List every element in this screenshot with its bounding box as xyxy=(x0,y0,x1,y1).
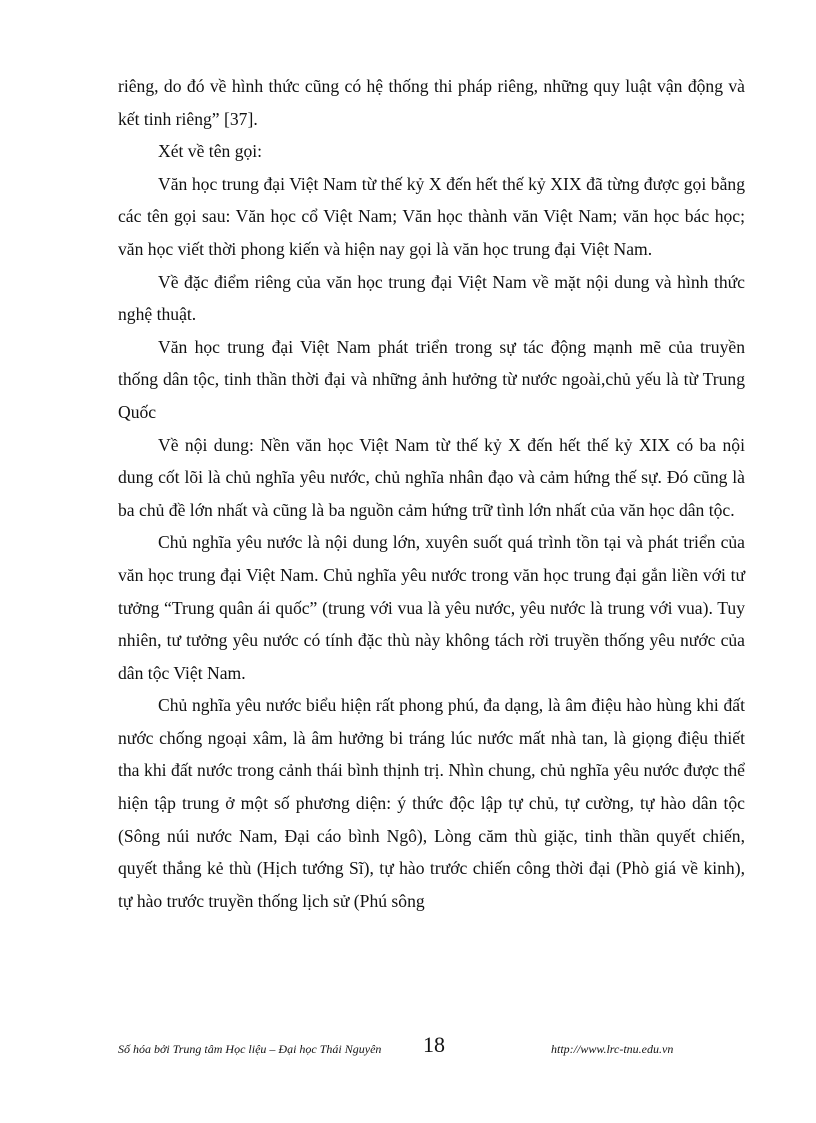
footer-url: http://www.lrc-tnu.edu.vn xyxy=(551,1042,674,1056)
paragraph: Về nội dung: Nền văn học Việt Nam từ thế kỷ X đến hết thế kỷ XIX có ba nội dung cốt lõi là chủ nghĩa yêu nước, chủ nghĩa nhân đạo và cảm hứng thế sự. Đó cũng là ba chủ đề lớn nhất và cũng là ba nguồn cảm hứng trữ tình lớn nhất của văn học dân tộc. xyxy=(118,434,745,520)
paragraph: Văn học trung đại Việt Nam phát triển trong sự tác động mạnh mẽ của truyền thống dân tộc, tinh thần thời đại và những ảnh hưởng từ nước ngoài,chủ yếu là từ Trung Quốc xyxy=(118,336,745,422)
page-number: 18 xyxy=(423,1032,445,1057)
paragraph: Xét về tên gọi: xyxy=(158,141,263,162)
paragraph: riêng, do đó về hình thức cũng có hệ thống thi pháp riêng, những quy luật vận động và kết tinh riêng” [37]. xyxy=(118,76,745,129)
page-footer xyxy=(118,1032,708,1062)
paragraph: Về đặc điểm riêng của văn học trung đại Việt Nam về mặt nội dung và hình thức nghệ thuật. xyxy=(118,271,745,325)
footer-source-credit: Số hóa bởi Trung tâm Học liệu – Đại học Thái Nguyên xyxy=(118,1042,382,1056)
body-text xyxy=(118,70,745,917)
paragraph: Chủ nghĩa yêu nước biểu hiện rất phong phú, đa dạng, là âm điệu hào hùng khi đất nước chống ngoại xâm, là âm hưởng bi tráng lúc nước mất nhà tan, là giọng điệu thiết tha khi đất nước trong cảnh thái bình thịnh trị. Nhìn chung, chủ nghĩa yêu nước được thể hiện tập trung ở một số phương diện: ý thức độc lập tự chủ, tự cường, tự hào dân tộc (Sông núi nước Nam, Đại cáo bình Ngô), Lòng căm thù giặc, tinh thần quyết chiến, quyết thắng kẻ thù (Hịch tướng Sĩ), tự hào trước chiến công thời đại (Phò giá về kinh), tự hào trước truyền thống lịch sử (Phú sông xyxy=(118,695,745,911)
paragraph: Chủ nghĩa yêu nước là nội dung lớn, xuyên suốt quá trình tồn tại và phát triển của văn học trung đại Việt Nam. Chủ nghĩa yêu nước trong văn học trung đại gắn liền với tư tưởng “Trung quân ái quốc” (trung với vua là yêu nước, yêu nước là trung với vua). Tuy nhiên, tư tưởng yêu nước có tính đặc thù này không tách rời truyền thống yêu nước của dân tộc Việt Nam. xyxy=(118,532,745,683)
paragraph: Văn học trung đại Việt Nam từ thế kỷ X đến hết thế kỷ XIX đã từng được gọi bằng các tên gọi sau: Văn học cổ Việt Nam; Văn học thành văn Việt Nam; văn học bác học; văn học viết thời phong kiến và hiện nay gọi là văn học trung đại Việt Nam. xyxy=(118,173,745,259)
